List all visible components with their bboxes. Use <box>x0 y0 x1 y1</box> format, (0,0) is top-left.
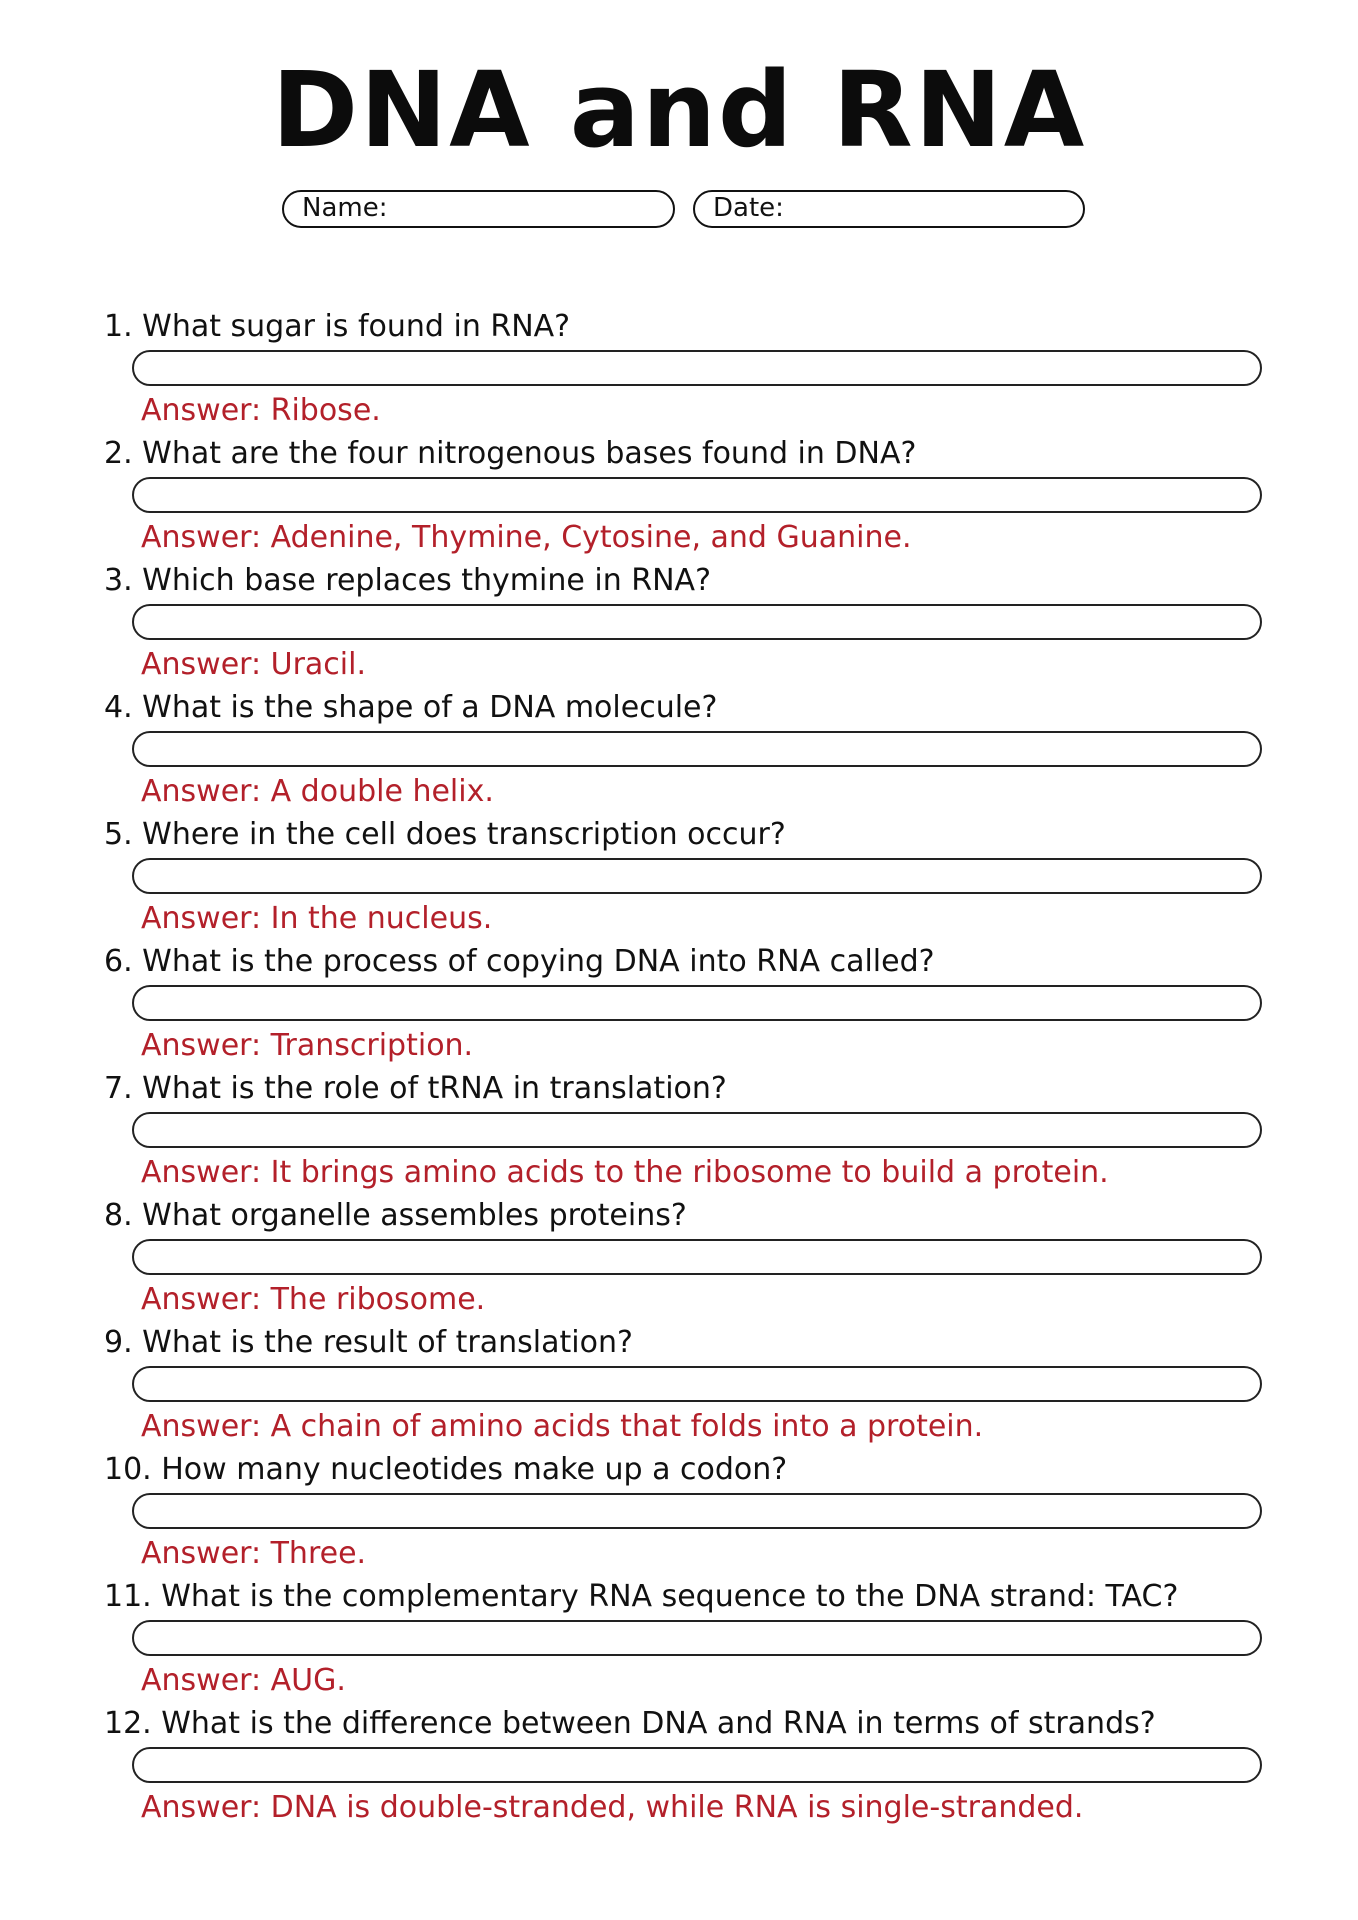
answer-field[interactable] <box>132 731 1262 767</box>
question-text: 3. Which base replaces thymine in RNA? <box>104 563 711 598</box>
answer-field[interactable] <box>132 477 1262 513</box>
date-label: Date: <box>713 193 784 223</box>
question-text: 5. Where in the cell does transcription occur? <box>104 817 786 852</box>
answer-text: Answer: The ribosome. <box>141 1282 486 1317</box>
name-field[interactable] <box>282 190 675 228</box>
answer-text: Answer: DNA is double-stranded, while RNA is single-stranded. <box>141 1790 1084 1825</box>
question-item-6 <box>0 944 1358 1071</box>
question-item-2 <box>0 436 1358 563</box>
answer-field[interactable] <box>132 985 1262 1021</box>
question-text: 10. How many nucleotides make up a codon? <box>104 1452 788 1487</box>
answer-text: Answer: Uracil. <box>141 647 366 682</box>
question-item-10 <box>0 1452 1358 1579</box>
question-item-1 <box>0 309 1358 436</box>
question-text: 9. What is the result of translation? <box>104 1325 633 1360</box>
answer-text: Answer: Ribose. <box>141 393 381 428</box>
question-text: 7. What is the role of tRNA in translation? <box>104 1071 727 1106</box>
answer-field[interactable] <box>132 1366 1262 1402</box>
question-text: 11. What is the complementary RNA sequence to the DNA strand: TAC? <box>104 1579 1179 1614</box>
answer-text: Answer: A chain of amino acids that folds into a protein. <box>141 1409 984 1444</box>
question-text: 6. What is the process of copying DNA into RNA called? <box>104 944 935 979</box>
answer-field[interactable] <box>132 858 1262 894</box>
question-item-3 <box>0 563 1358 690</box>
answer-field[interactable] <box>132 1112 1262 1148</box>
question-text: 8. What organelle assembles proteins? <box>104 1198 687 1233</box>
question-item-11 <box>0 1579 1358 1706</box>
page-title: DNA and RNA <box>271 49 1087 171</box>
answer-text: Answer: Adenine, Thymine, Cytosine, and Guanine. <box>141 520 912 555</box>
question-text: 4. What is the shape of a DNA molecule? <box>104 690 718 725</box>
answer-field[interactable] <box>132 1620 1262 1656</box>
question-item-5 <box>0 817 1358 944</box>
answer-field[interactable] <box>132 1747 1262 1783</box>
question-item-8 <box>0 1198 1358 1325</box>
answer-field[interactable] <box>132 1493 1262 1529</box>
answer-field[interactable] <box>132 350 1262 386</box>
question-item-12 <box>0 1706 1358 1833</box>
question-text: 12. What is the difference between DNA and RNA in terms of strands? <box>104 1706 1156 1741</box>
question-item-7 <box>0 1071 1358 1198</box>
date-field[interactable] <box>693 190 1085 228</box>
answer-text: Answer: In the nucleus. <box>141 901 493 936</box>
question-text: 2. What are the four nitrogenous bases found in DNA? <box>104 436 917 471</box>
answer-text: Answer: Three. <box>141 1536 367 1571</box>
name-label: Name: <box>302 193 388 223</box>
answer-text: Answer: It brings amino acids to the ribosome to build a protein. <box>141 1155 1109 1190</box>
answer-text: Answer: A double helix. <box>141 774 494 809</box>
question-item-9 <box>0 1325 1358 1452</box>
question-text: 1. What sugar is found in RNA? <box>104 309 571 344</box>
answer-text: Answer: Transcription. <box>141 1028 474 1063</box>
answer-field[interactable] <box>132 604 1262 640</box>
answer-text: Answer: AUG. <box>141 1663 346 1698</box>
question-item-4 <box>0 690 1358 817</box>
answer-field[interactable] <box>132 1239 1262 1275</box>
